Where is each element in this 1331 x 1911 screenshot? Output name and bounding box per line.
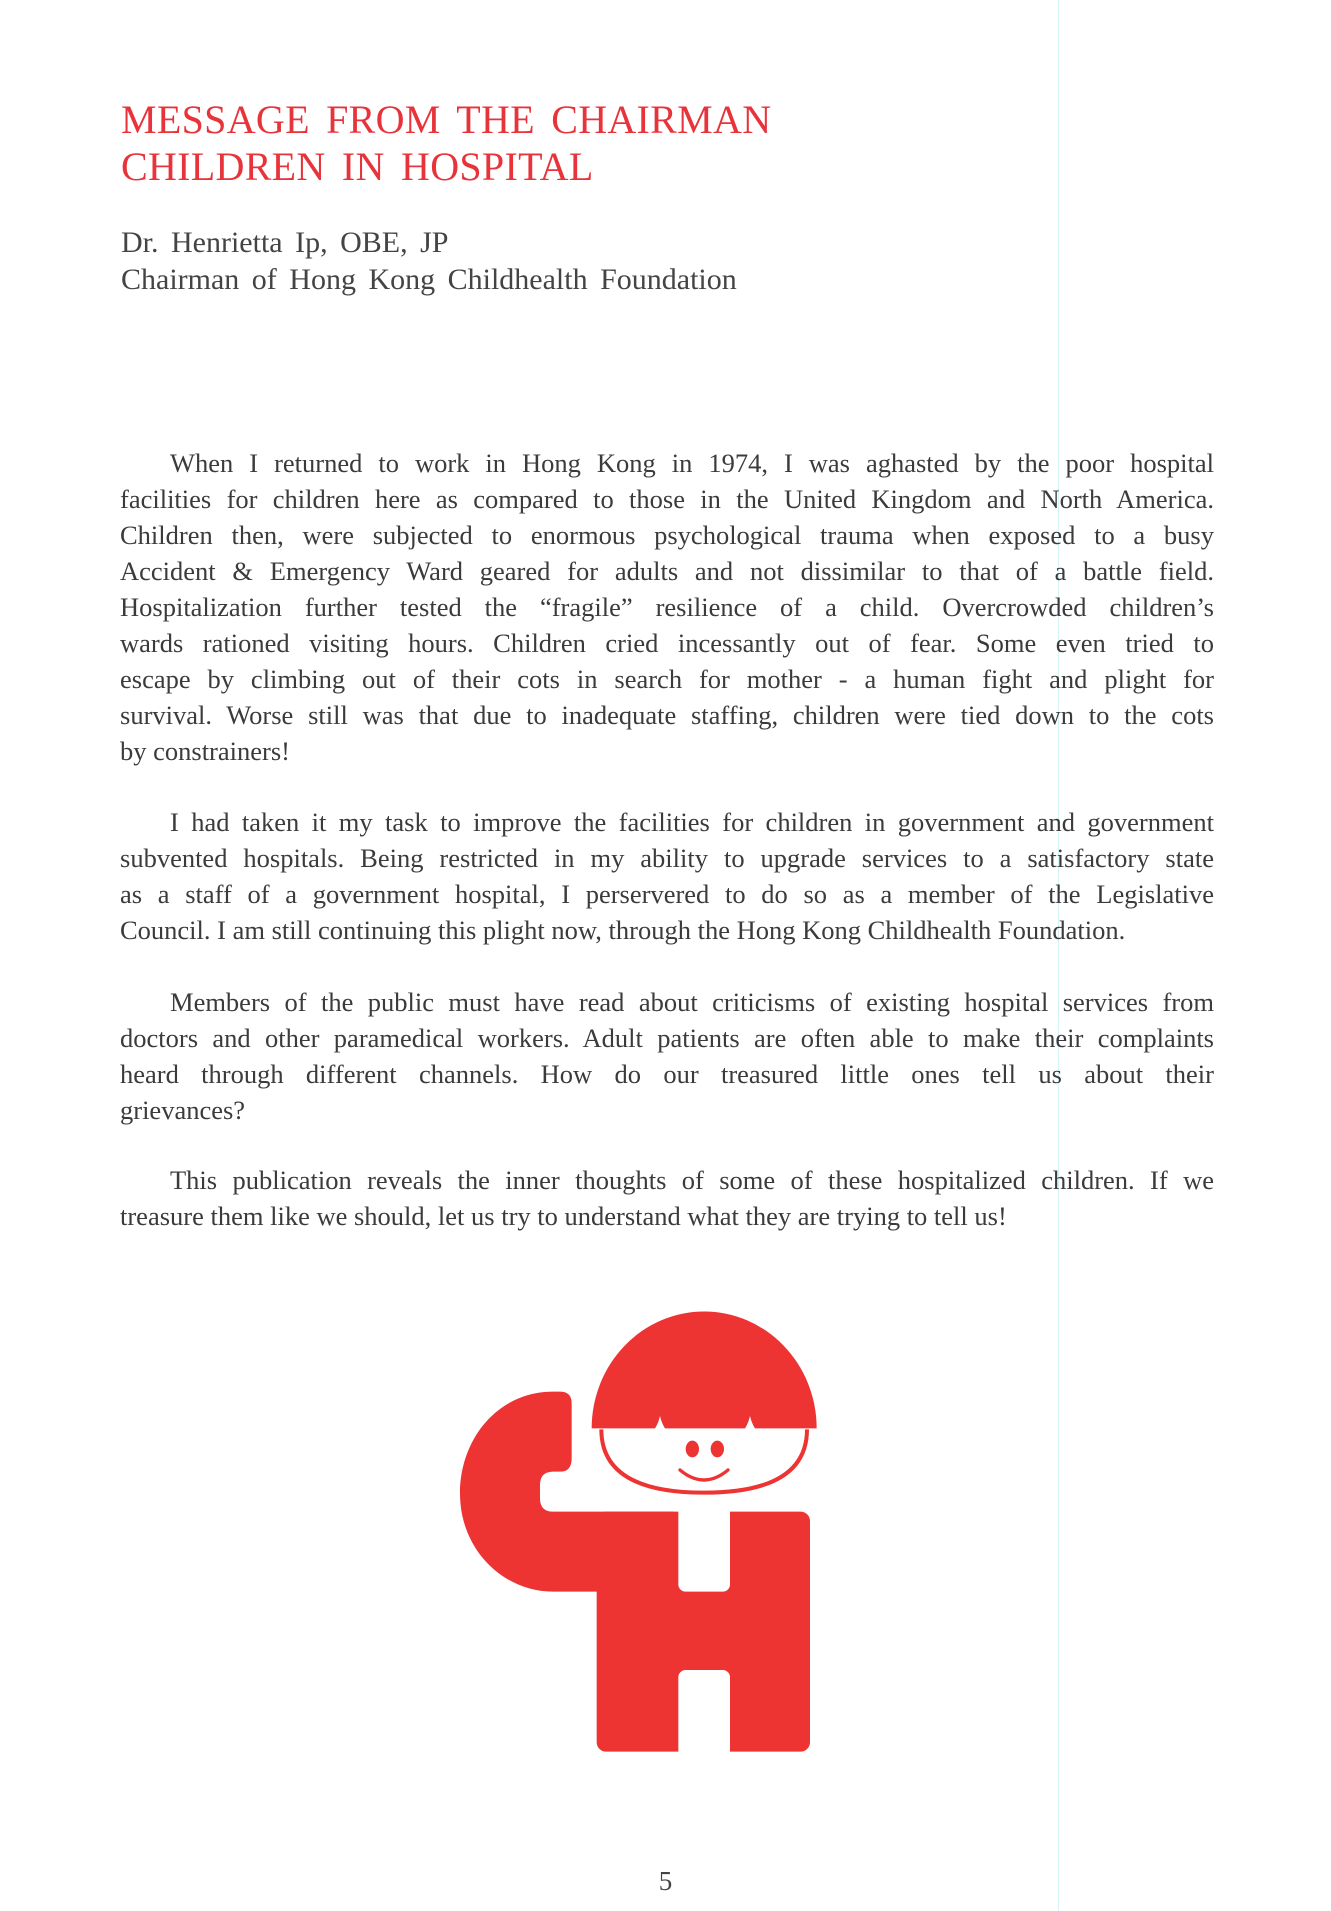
text-line: as a staff of a government hospital, I perservered to do so as a member of the Legislative (120, 879, 1214, 909)
text-line: doctors and other paramedical workers. Adult patients are often able to make their complaints (120, 1023, 1214, 1053)
page-title (121, 96, 771, 190)
title-line-2: CHILDREN IN HOSPITAL (121, 144, 594, 189)
text-line: grievances? (120, 1095, 246, 1125)
page-number: 5 (658, 1866, 673, 1896)
text-line: This publication reveals the inner thoughts of some of these hospitalized children. If we (170, 1165, 1214, 1195)
paragraph-3 (120, 984, 1214, 1128)
paragraph-2 (120, 804, 1214, 948)
text-line: heard through different channels. How do our treasured little ones tell us about their (120, 1059, 1214, 1089)
text-line: Hospitalization further tested the “fragile” resilience of a child. Overcrowded children’s (120, 592, 1214, 622)
logo-eye-right (711, 1441, 724, 1458)
paragraph-4 (120, 1162, 1214, 1234)
author-role: Chairman of Hong Kong Childhealth Foundation (121, 263, 737, 296)
title-line-1: MESSAGE FROM THE CHAIRMAN (121, 97, 772, 142)
text-line: When I returned to work in Hong Kong in 1974, I was aghasted by the poor hospital (170, 448, 1214, 478)
text-line: by constrainers! (120, 736, 290, 766)
text-line: Accident & Emergency Ward geared for adults and not dissimilar to that of a battle field. (120, 556, 1214, 586)
scan-guide-line (1058, 0, 1059, 1911)
logo-face (601, 1429, 807, 1492)
text-line: I had taken it my task to improve the facilities for children in government and government (170, 807, 1214, 837)
childhealth-mascot-logo-icon (440, 1290, 840, 1770)
text-line: treasure them like we should, let us try to understand what they are trying to tell us! (120, 1201, 1007, 1231)
text-line: Council. I am still continuing this plight now, through the Hong Kong Childhealth Foundation. (120, 915, 1126, 945)
text-line: survival. Worse still was that due to inadequate staffing, children were tied down to the cots (120, 700, 1214, 730)
text-line: facilities for children here as compared to those in the United Kingdom and North America. (120, 484, 1214, 514)
text-line: Members of the public must have read about criticisms of existing hospital services from (170, 987, 1214, 1017)
text-line: escape by climbing out of their cots in search for mother - a human fight and plight for (120, 664, 1214, 694)
author-block (121, 224, 737, 298)
paragraph-1 (120, 445, 1214, 769)
text-line: wards rationed visiting hours. Children cried incessantly out of fear. Some even tried to (120, 628, 1214, 658)
logo-head-hair (592, 1311, 817, 1428)
author-name: Dr. Henrietta Ip, OBE, JP (121, 226, 449, 259)
text-line: subvented hospitals. Being restricted in my ability to upgrade services to a satisfactory state (120, 843, 1214, 873)
text-line: Children then, were subjected to enormous psychological trauma when exposed to a busy (120, 520, 1214, 550)
logo-eye-left (686, 1441, 699, 1458)
